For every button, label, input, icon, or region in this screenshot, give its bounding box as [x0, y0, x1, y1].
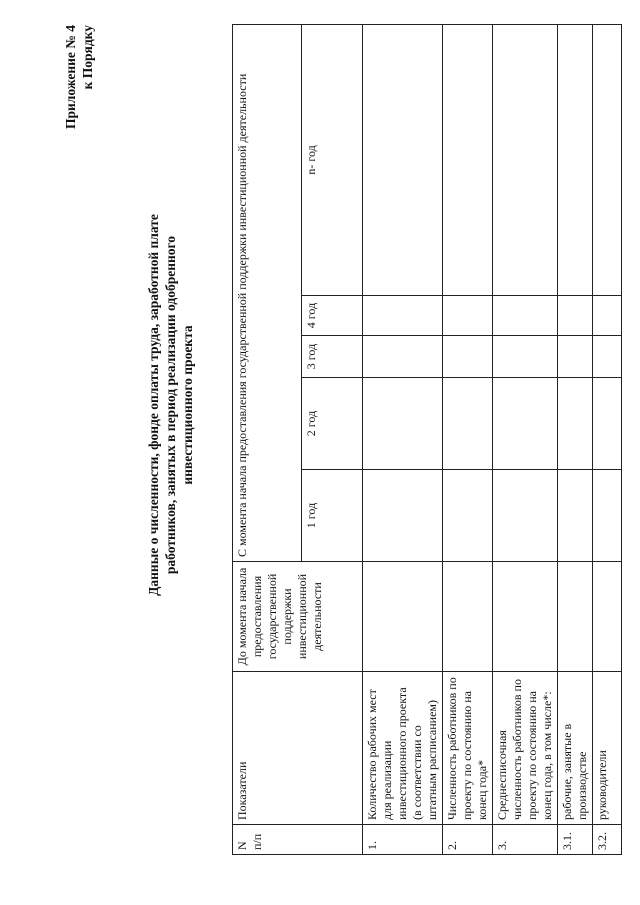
header-year-1: 1 год — [302, 470, 363, 562]
cell-year-2 — [493, 378, 558, 470]
cell-year-3 — [558, 336, 593, 378]
cell-before — [363, 562, 443, 672]
cell-year-4 — [363, 296, 443, 336]
cell-year-4 — [593, 296, 622, 336]
table-row — [558, 24, 593, 854]
row-number: 3.1. — [558, 825, 593, 855]
row-indicator: Численность работников по проекту по состоянию на конец года* — [443, 672, 493, 825]
title-line-2: работников, занятых в период реализации одобренного — [163, 235, 178, 575]
row-indicator: Количество рабочих мест для реализации инвестиционного проекта (в соответствии со штатным расписанием) — [363, 672, 443, 825]
header-year-n: n- год — [302, 24, 363, 295]
header-number: N п/п — [233, 825, 363, 855]
row-indicator: руководители — [593, 672, 622, 825]
header-from-support: С момента начала предоставления государственной поддержки инвестиционной деятельности — [233, 24, 302, 561]
row-number: 3. — [493, 825, 558, 855]
cell-before — [493, 562, 558, 672]
cell-year-4 — [493, 296, 558, 336]
row-number: 3.2. — [593, 825, 622, 855]
document-title — [145, 145, 196, 665]
appendix-label — [62, 25, 96, 185]
row-number: 1. — [363, 825, 443, 855]
title-line-1: Данные о численности, фонде оплаты труда, заработной плате — [146, 214, 161, 596]
appendix-line-1: Приложение № 4 — [63, 25, 78, 129]
indicators-table — [232, 24, 622, 855]
cell-year-2 — [593, 378, 622, 470]
cell-year-2 — [363, 378, 443, 470]
cell-before — [593, 562, 622, 672]
cell-year-1 — [443, 470, 493, 562]
cell-year-n — [493, 24, 558, 295]
cell-year-2 — [443, 378, 493, 470]
title-line-3: инвестиционного проекта — [180, 325, 195, 485]
table-row — [593, 24, 622, 854]
cell-year-3 — [493, 336, 558, 378]
cell-year-n — [443, 24, 493, 295]
header-row — [233, 24, 302, 854]
table-row — [363, 24, 443, 854]
cell-year-4 — [558, 296, 593, 336]
cell-year-n — [593, 24, 622, 295]
row-indicator: Среднесписочная численность работников по проекту по состоянию на конец года, в том числе*: — [493, 672, 558, 825]
cell-year-3 — [443, 336, 493, 378]
table-row — [493, 24, 558, 854]
appendix-line-2: к Порядку — [80, 25, 95, 90]
cell-before — [443, 562, 493, 672]
cell-year-1 — [593, 470, 622, 562]
cell-year-n — [363, 24, 443, 295]
cell-year-n — [558, 24, 593, 295]
header-year-2: 2 год — [302, 378, 363, 470]
cell-year-3 — [593, 336, 622, 378]
cell-year-1 — [363, 470, 443, 562]
cell-year-2 — [558, 378, 593, 470]
cell-year-3 — [363, 336, 443, 378]
header-year-3: 3 год — [302, 336, 363, 378]
row-number: 2. — [443, 825, 493, 855]
cell-year-1 — [558, 470, 593, 562]
cell-year-4 — [443, 296, 493, 336]
header-year-4: 4 год — [302, 296, 363, 336]
cell-year-1 — [493, 470, 558, 562]
row-indicator: рабочие, занятые в производстве — [558, 672, 593, 825]
header-indicator: Показатели — [233, 672, 363, 825]
table-row — [443, 24, 493, 854]
header-before-support: До момента начала предоставления государственной поддержки инвестиционной деятельности — [233, 562, 363, 672]
cell-before — [558, 562, 593, 672]
